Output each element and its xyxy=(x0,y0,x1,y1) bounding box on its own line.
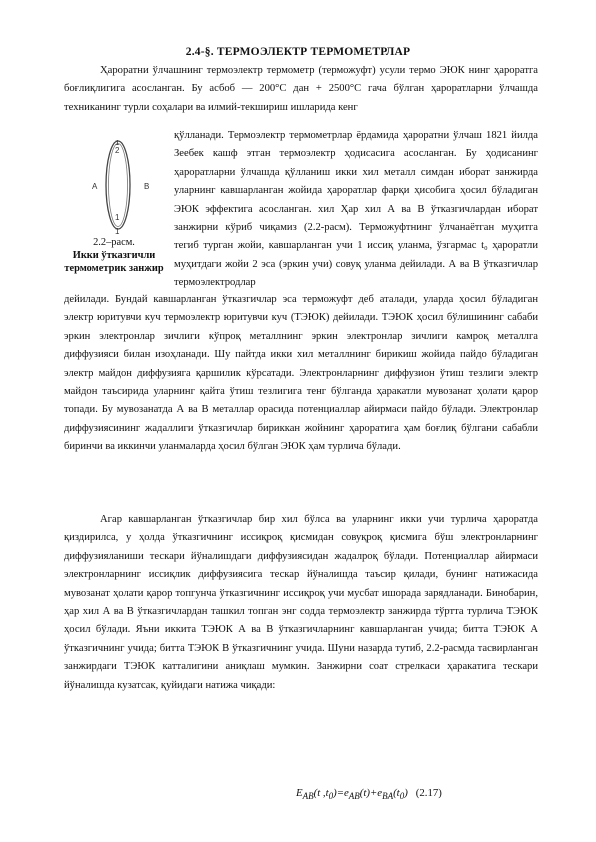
formula-2-17: $E_{AB}(t$ $,t_0)=e_{AB}(t)+e_{BA}(t_0)$ (2.17) xyxy=(296,787,442,802)
figure-caption-number: 2.2–расм. xyxy=(93,237,135,248)
paragraph-3-text: Агар кавшарланган ўтказгичлар бир хил бўлса ва уларнинг икки учи турлича ҳароратда қиздирилса, у ҳолда ўтказгичнинг иссиқроқ қисмидан совуқроқ қисмига бўш электронларнинг диффузияланиши тескари йўналишдаги диффузиясидан жадалроқ бўлади. Потенциаллар айирмаси электронларнинг иссиқлик диффузиясига тескар йўналишда таъсир қилади, бунинг натижасида мувозанат ҳолати қарор топгунча ўтказгичнинг иссиқроқ учи мусбат ишорада зарядланади. Бинобарин, ҳар хил А ва В ўтказгичлардан ташкил топган энг содда термоэлектр занжирда тўртта турлича ТЭЮК ҳосил бўлади. Яъни иккита ТЭЮК А ва В ўтказгичларнинг кавшарланган учида; битта ТЭЮК А ўтказгичнинг учида; битта ТЭЮК В ўтказгичнинг учида. Шуни назарда тутиб, 2.2-расмда тасвирланган занжирдаги ТЭЮК катталигини аниқлаш мумкин. Занжирни соат стрелкаси ҳаракатига тескари йўналишда кузатсак, қуйидаги натижа чиқади: xyxy=(64,514,538,691)
paragraph-2: дейилади. Бундай кавшарланган ўтказгичлар эса терможуфт деб аталади, уларда ҳосил бўладиган электр юритувчи куч термоэлектр юритувчи куч (ТЭЮК) дейилади. ТЭЮК ҳосил бўлишининг сабаби эркин электронлар зичлиги кўпроқ металлнинг эркин электронлар зичлиги камроқ металлга диффузияси билан изоҳланади. Шу пайтда икки хил металлнинг бирикиш жойида пайдо бўладиган электр майдон диффузияга қаршилик кўрсатади. Электронларнинг диффузион ўтиш тезлиги электр майдон таъсирида уларнинг қайта ўтиш тезлигига тенг бўлганда ҳаракатли мувозанат ҳолати қарор топади. Бу мувозанатда А ва В металлар орасида потенциаллар айирмаси пайдо бўлади. Электронлар диффузиясининг жадаллиги ўтказгичлар бириккан жойнинг ҳароратига ҳам боғлиқ бўлгани сабабли биринчи ва иккинчи уланмаларда ҳосил бўлган ЭЮК ҳам турлича бўлади. xyxy=(64,294,538,453)
section-title: 2.4-§. ТЕРМОЭЛЕКТР ТЕРМОМЕТРЛАР xyxy=(185,46,411,58)
label-bot-2: 1 xyxy=(115,227,120,236)
paragraph-1-lead: Ҳароратни ўлчашнинг термоэлектр термометр (терможуфт) усули термо ЭЮК нинг ҳароратга боғлиқлигига асосланган. Бу асбоб — 200°С дан + 2500°С гача бўлган ҳароратларни ўлчашда техниканинг турли соҳалари ва илмий-текшириш ишларида кенг xyxy=(64,65,538,113)
label-A: A xyxy=(92,182,98,191)
paragraph-1-side: қўлланади. Термоэлектр термометрлар ёрдамида ҳароратни ўлчаш 1821 йилда Зеебек кашф этган термоэлектр ҳодисасига асосланган. Бу ҳодисанинг ҳароратларни ўлчашда қўлланиш икки хил металл симдан иборат занжирда уларнинг кавшарланган жойида ҳароратлар фарқи ҳисобига ҳосил бўладиган ЭЮК эффектига асосланган. хил Ҳар хил А ва В ўтказгичлардан иборат занжирни кўриб чиқамиз (2.2-расм). Терможуфтнинг ўлчанаётган муҳитга тегиб турган жойи, кавшарланган учи 1 иссиқ уланма, ўзгармас t₀ ҳароратли муҳитдаги жойи 2 эса (эркин учи) совуқ уланма дейилади. А ва В ўтказгичлар термоэлектродлар xyxy=(174,130,538,289)
paragraph-3 xyxy=(64,511,538,695)
paragraph-1 xyxy=(64,62,538,117)
figure-caption xyxy=(64,236,164,275)
label-B: B xyxy=(144,182,150,191)
label-top-2: 2 xyxy=(115,146,120,155)
label-bot-1: 1 xyxy=(115,213,120,222)
figure-caption-text: Икки ўтказгичли термометрик занжир xyxy=(64,250,164,274)
label-top-1: 1 xyxy=(115,140,120,147)
equation-number: (2.17) xyxy=(415,787,442,799)
